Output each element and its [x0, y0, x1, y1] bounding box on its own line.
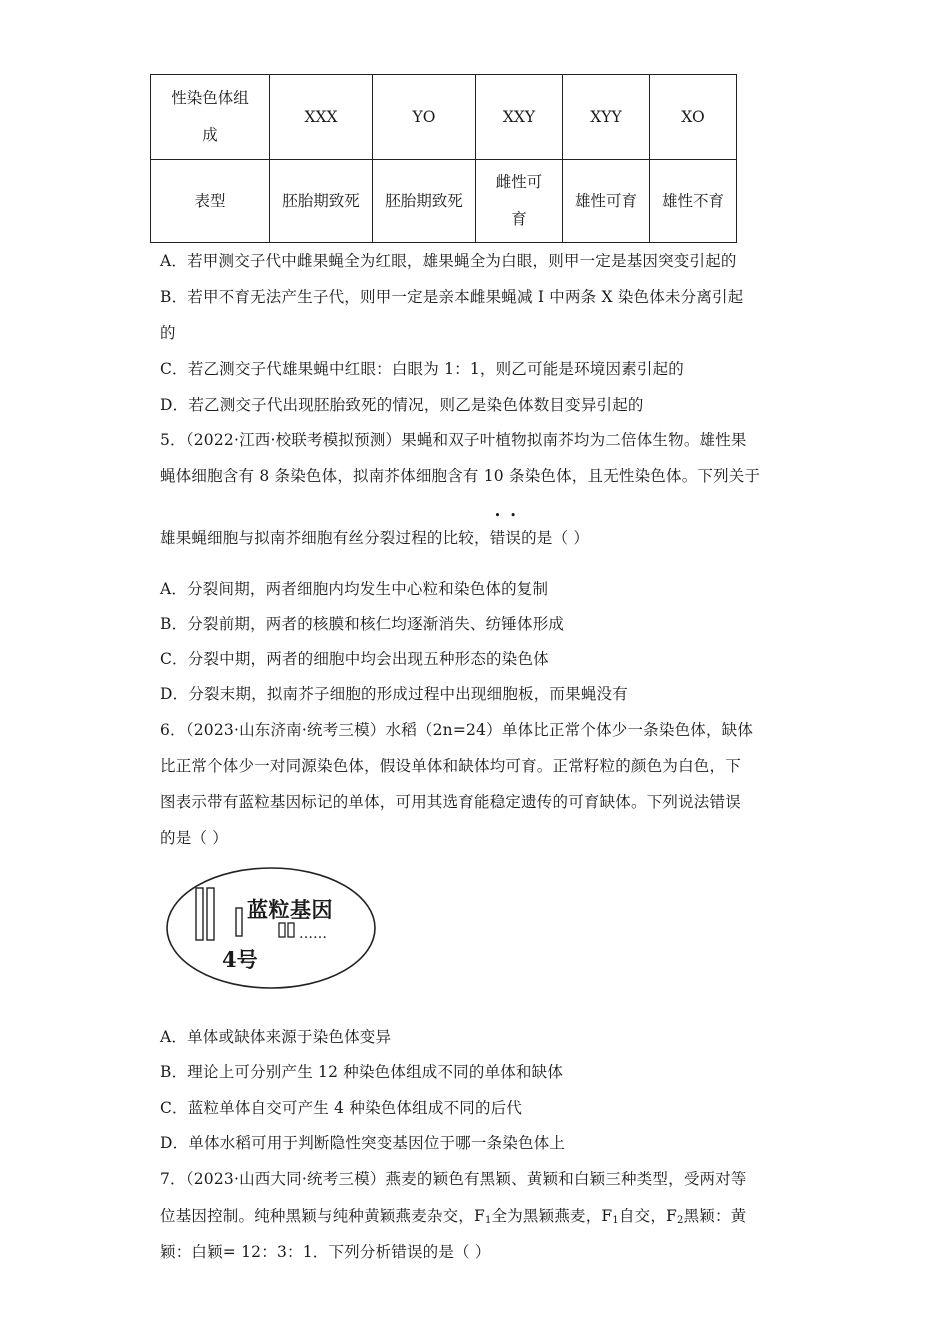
- table-cell: 雄性可育: [563, 160, 650, 243]
- sex-chromosome-table: [150, 74, 737, 243]
- q6-option-d: D．单体水稻可用于判断隐性突变基因位于哪一条染色体上: [160, 1134, 566, 1152]
- q4-option-b: B．若甲不育无法产生子代，则甲一定是亲本雌果蝇减 I 中两条 X 染色体未分离引起: [160, 288, 744, 306]
- small-chromosome-2: [288, 923, 294, 937]
- cell-text: 成: [202, 126, 218, 144]
- table-cell-composition-label: [151, 75, 270, 160]
- text: 黑颖：黄: [683, 1207, 747, 1225]
- q5-option-d: D．分裂末期，拟南芥子细胞的形成过程中出现细胞板，而果蝇没有: [160, 685, 628, 703]
- emphasis-char: 误: [505, 529, 522, 547]
- q6-option-c: C．蓝粒单体自交可产生 4 种染色体组成不同的后代: [160, 1099, 523, 1117]
- table-cell-phenotype-label: 表型: [151, 160, 270, 243]
- table-cell: 胚胎期致死: [270, 160, 373, 243]
- q6-stem-line2: 比正常个体少一对同源染色体，假设单体和缺体均可育。正常籽粒的颜色为白色，下: [160, 757, 741, 775]
- table-cell: YO: [373, 75, 476, 160]
- q5-stem-line2: 蝇体细胞含有 8 条染色体，拟南芥体细胞含有 10 条染色体，且无性染色体。下列关于: [160, 467, 761, 485]
- q4-option-a: A．若甲测交子代中雌果蝇全为红眼，雄果蝇全为白眼，则甲一定是基因突变引起的: [160, 252, 737, 270]
- subscript: 1: [612, 1215, 619, 1226]
- q5-stem-line1: 5．（2022·江西·校联考模拟预测）果蝇和双子叶植物拟南芥均为二倍体生物。雄性果: [160, 431, 747, 449]
- text: 的是（ ）: [521, 529, 590, 547]
- ellipsis-label: ……: [299, 926, 327, 942]
- subscript: 2: [677, 1215, 684, 1226]
- text: 全为黑颖燕麦，F: [491, 1207, 613, 1225]
- q5-stem-line3: [160, 526, 589, 548]
- table-cell: XYY: [563, 75, 650, 160]
- table-cell: XXX: [270, 75, 373, 160]
- cell-text: 性染色体组: [171, 89, 249, 107]
- text: 雄果蝇细胞与拟南芥细胞有丝分裂过程的比较，: [160, 529, 490, 547]
- chromosome-4-right: [207, 888, 214, 940]
- q7-stem-line1: 7．（2023·山西大同·统考三模）燕麦的颖色有黑颖、黄颖和白颖三种类型，受两对等: [160, 1170, 747, 1188]
- table-cell: [476, 160, 563, 243]
- q7-stem-line3: 颖：白颖= 12：3：1．下列分析错误的是（ ）: [160, 1243, 491, 1261]
- table-cell: XXY: [476, 75, 563, 160]
- monosomic-chromosome: [236, 908, 242, 936]
- table-cell: XO: [650, 75, 737, 160]
- q5-option-c: C．分裂中期，两者的细胞中均会出现五种形态的染色体: [160, 650, 549, 668]
- q6-stem-line1: 6．（2023·山东济南·统考三模）水稻（2n=24）单体比正常个体少一条染色体，缺体: [160, 721, 754, 739]
- monosomic-cell-diagram: [165, 866, 377, 990]
- blue-gene-label: 蓝粒基因: [247, 897, 333, 922]
- q6-stem-line4: 的是（ ）: [160, 829, 228, 847]
- q4-option-b-cont: 的: [160, 324, 176, 342]
- table-cell: 雄性不育: [650, 160, 737, 243]
- chromosome-number-label: 4号: [222, 947, 258, 972]
- text: 位基因控制。纯种黑颖与纯种黄颖燕麦杂交，F: [160, 1207, 485, 1225]
- emphasis-char: 错: [489, 529, 506, 547]
- q5-option-a: A．分裂间期，两者细胞内均发生中心粒和染色体的复制: [160, 580, 549, 598]
- chromosome-4-left: [196, 888, 203, 940]
- q4-option-d: D．若乙测交子代出现胚胎致死的情况，则乙是染色体数目变异引起的: [160, 396, 644, 414]
- q4-option-c: C．若乙测交子代雄果蝇中红眼：白眼为 1：1，则乙可能是环境因素引起的: [160, 360, 685, 378]
- table-header-row: [151, 75, 737, 160]
- cell-text: 育: [511, 210, 527, 228]
- text: 自交，F: [618, 1207, 678, 1225]
- q7-stem-line2: [160, 1204, 746, 1226]
- q6-option-a: A．单体或缺体来源于染色体变异: [160, 1028, 392, 1046]
- q5-option-b: B．分裂前期，两者的核膜和核仁均逐渐消失、纺锤体形成: [160, 615, 565, 633]
- small-chromosome-1: [279, 923, 285, 937]
- cell-diagram-svg: [165, 866, 377, 990]
- cell-text: 雌性可: [495, 173, 543, 191]
- table-cell: 胚胎期致死: [373, 160, 476, 243]
- q6-option-b: B．理论上可分别产生 12 种染色体组成不同的单体和缺体: [160, 1063, 564, 1081]
- subscript: 1: [484, 1215, 492, 1226]
- table-data-row: [151, 160, 737, 243]
- q6-stem-line3: 图表示带有蓝粒基因标记的单体，可用其选育能稳定遗传的可育缺体。下列说法错误: [160, 793, 741, 811]
- cell-outline: [167, 868, 375, 988]
